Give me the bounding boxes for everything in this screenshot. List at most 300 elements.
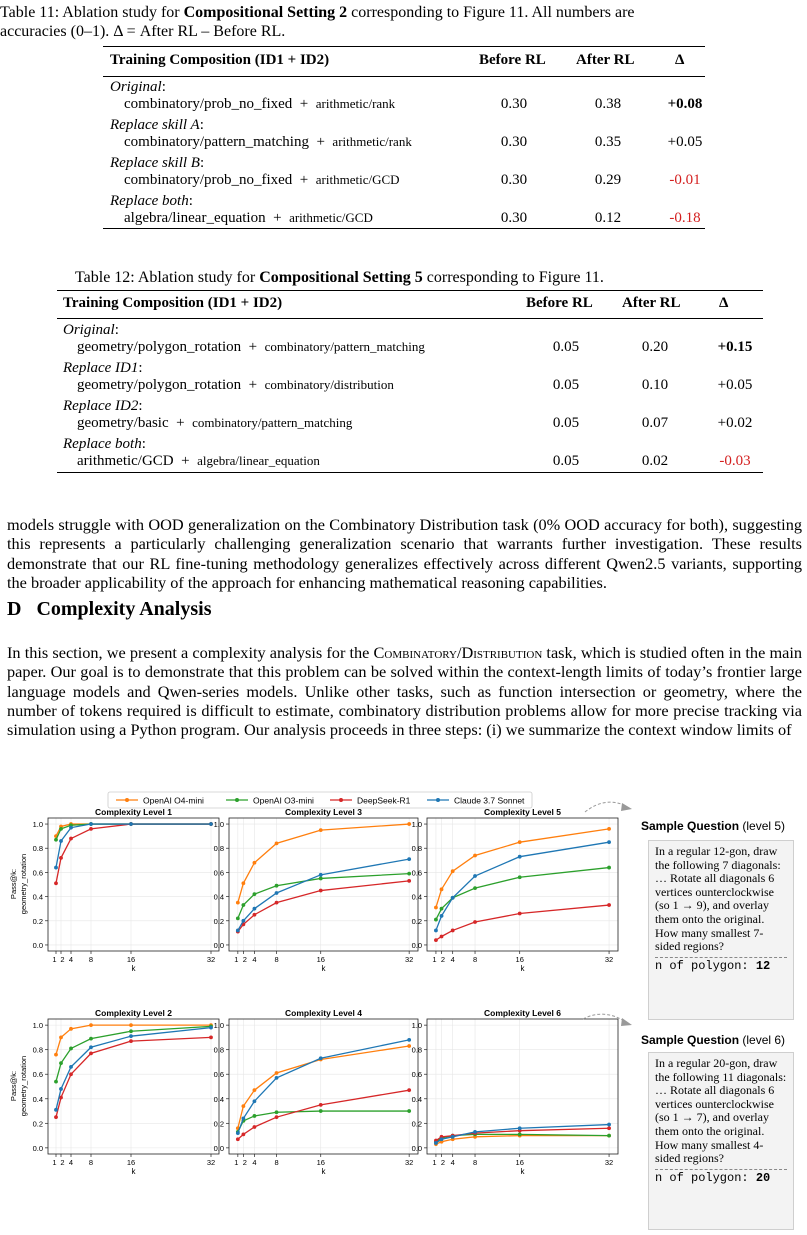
data-point (319, 877, 323, 881)
data-point (54, 866, 58, 870)
x-tick-label: 2 (242, 1158, 247, 1167)
row-group-label: Replace ID1: (63, 360, 143, 376)
x-tick-label: 8 (274, 955, 279, 964)
series-line (436, 1136, 609, 1145)
data-point (319, 1109, 323, 1113)
x-tick-label: 2 (440, 955, 446, 964)
x-tick-label: 16 (515, 1158, 524, 1167)
x-tick-label: 1 (432, 1158, 437, 1167)
data-point (607, 1134, 611, 1138)
data-point (440, 887, 444, 891)
data-point (275, 1076, 279, 1080)
y-tick-label: 1.0 (32, 1021, 43, 1031)
y-tick-label: 0.6 (411, 868, 422, 878)
row-group-label: Replace skill A: (110, 117, 204, 133)
data-point (253, 907, 257, 911)
data-point (434, 906, 438, 910)
section-title: Complexity Analysis (36, 598, 212, 620)
data-point (518, 875, 522, 879)
x-tick-label: 2 (242, 955, 247, 964)
table-row: arithmetic/GCD + algebra/linear_equation (77, 453, 320, 469)
svg-text:Pass@k:: Pass@k: (9, 868, 18, 900)
data-point (518, 912, 522, 916)
data-point (69, 1047, 73, 1051)
delta-value: +0.05 (717, 377, 753, 393)
plot-frame (427, 818, 618, 951)
polygon-count-value: 20 (755, 1170, 771, 1185)
data-point (607, 866, 611, 870)
plot-frame (427, 1019, 618, 1154)
data-point (451, 896, 455, 900)
x-tick-label: 1 (52, 955, 57, 964)
arrow-head (621, 803, 632, 811)
row-group-label: Original: (63, 322, 119, 338)
before-value: 0.30 (500, 210, 528, 226)
table-row: combinatory/prob_no_fixed + arithmetic/rank (124, 96, 396, 112)
chart-title: Complexity Level 1 (94, 807, 173, 817)
legend-label: Claude 3.7 Sonnet (454, 795, 525, 806)
series-line (436, 905, 609, 940)
table12-caption-tail: corresponding to Figure 11. (422, 269, 604, 286)
data-point (59, 827, 63, 831)
data-point (89, 827, 93, 831)
row-group-label: Original: (110, 79, 166, 95)
table12-caption-text: Table 12: Ablation study for (75, 269, 260, 286)
y-tick-label: 0.2 (411, 916, 422, 926)
data-point (275, 1071, 279, 1075)
before-value: 0.05 (552, 453, 580, 469)
data-point (253, 1125, 257, 1129)
x-tick-label: 32 (604, 1158, 614, 1167)
before-value: 0.05 (552, 415, 580, 431)
x-tick-label: 1 (432, 955, 437, 964)
paragraph-complexity-pre: In this section, we present a complexity analysis for the (7, 643, 374, 662)
data-point (236, 929, 240, 933)
x-tick-label: 16 (316, 955, 325, 964)
delta-value: +0.08 (667, 96, 703, 112)
data-point (54, 1115, 58, 1119)
after-value: 0.38 (594, 96, 622, 112)
data-point (275, 884, 279, 888)
x-tick-label: 32 (206, 955, 216, 964)
skill-b: combinatory/pattern_matching (192, 415, 353, 430)
data-point (89, 1037, 93, 1041)
svg-text:geometry_rotation: geometry_rotation (19, 1055, 28, 1117)
chart-panel (214, 807, 418, 973)
table11-header-after: After RL (576, 52, 635, 68)
row-group-label: Replace both: (110, 193, 193, 209)
sample-question-title-level5 (641, 819, 785, 833)
data-point (54, 1108, 58, 1112)
series-openai-o4-mini (434, 827, 611, 909)
table-row: geometry/polygon_rotation + combinatory/pattern_matching (77, 339, 425, 355)
sample-question-text: In a regular 12-gon, draw the following 7 diagonals: … Rotate all diagonals 6 vertices ounterclockwise (so 1 → 9), and overlay them onto the original. How many smallest 7-sided regions? (655, 844, 781, 954)
y-tick-label: 0.6 (32, 868, 43, 878)
data-point (59, 1036, 63, 1040)
data-point (54, 1080, 58, 1084)
data-point (407, 1044, 411, 1048)
series-claude-3-7-sonnet (54, 822, 213, 869)
data-point (209, 1026, 213, 1030)
skill-a: combinatory/prob_no_fixed (124, 172, 293, 188)
x-tick-label: 4 (68, 955, 74, 964)
x-tick-label: 4 (252, 1158, 257, 1167)
x-tick-label: 16 (515, 955, 524, 964)
row-group-label: Replace both: (63, 436, 146, 452)
data-point (69, 1065, 73, 1069)
series-line (238, 1040, 409, 1133)
x-tick-label: 8 (88, 1158, 94, 1167)
series-line (56, 824, 211, 868)
data-point (275, 841, 279, 845)
data-point (69, 1027, 73, 1031)
after-value: 0.20 (641, 339, 669, 355)
y-tick-label: 0.0 (411, 940, 422, 950)
data-point (434, 929, 438, 933)
x-axis-label: k (520, 964, 525, 973)
section-number: D (7, 598, 22, 620)
data-point (89, 1023, 93, 1027)
data-point (275, 1110, 279, 1114)
y-tick-label: 0.6 (411, 1070, 422, 1080)
data-point (89, 822, 93, 826)
series-line (56, 1026, 211, 1081)
series-openai-o3-mini (236, 1109, 411, 1134)
data-point (518, 840, 522, 844)
data-point (241, 1132, 245, 1136)
data-point (473, 886, 477, 890)
plot-frame (229, 818, 418, 951)
x-tick-label: 32 (206, 1158, 216, 1167)
y-tick-label: 0.2 (411, 1119, 422, 1129)
data-point (241, 1117, 245, 1121)
data-point (59, 856, 63, 860)
data-point (236, 901, 240, 905)
x-tick-label: 8 (472, 1158, 478, 1167)
data-point (129, 1034, 133, 1038)
data-point (607, 1123, 611, 1127)
series-line (56, 1028, 211, 1110)
sample-title-level: (level 5) (739, 819, 786, 833)
data-point (69, 826, 73, 830)
series-line (238, 1111, 409, 1132)
y-tick-label: 0.2 (32, 916, 43, 926)
data-point (440, 914, 444, 918)
data-point (434, 1141, 438, 1145)
paragraph-ood: models struggle with OOD generalization on the Combinatory Distribution task (0% OOD accuracy for both), suggesting this represents a particularly challenging generalization scenario that warrants further investigation. These results demonstrate that our RL fine-tuning methodology generalizes effectively across different Qwen2.5 variants, supporting the broader applicability of the approach for enhancing mathematical reasoning capabilities. (7, 515, 802, 592)
sample-question-box-level6 (648, 1052, 794, 1230)
sample-title-bold: Sample Question (641, 819, 740, 833)
plot-frame (229, 1019, 418, 1154)
y-tick-label: 0.0 (411, 1143, 422, 1153)
data-point (275, 1115, 279, 1119)
pointer-arrow-level6 (583, 1014, 626, 1022)
after-value: 0.10 (641, 377, 669, 393)
data-point (69, 1072, 73, 1076)
y-tick-label: 0.6 (213, 868, 224, 878)
skill-b: combinatory/pattern_matching (264, 339, 425, 354)
series-line (436, 829, 609, 908)
data-point (451, 869, 455, 873)
row-group-label: Replace ID2: (63, 398, 143, 414)
x-axis-label: k (321, 1167, 326, 1176)
series-claude-3-7-sonnet (434, 1123, 611, 1145)
y-tick-label: 0.4 (32, 892, 43, 902)
data-point (407, 872, 411, 876)
data-point (253, 1099, 257, 1103)
data-point (236, 916, 240, 920)
y-tick-label: 0.4 (411, 892, 422, 902)
data-point (69, 837, 73, 841)
sample-question-box-level5 (648, 840, 794, 1020)
series-line (436, 868, 609, 920)
x-tick-label: 16 (126, 955, 136, 964)
table11-caption-text: Table 11: Ablation study for (0, 4, 184, 21)
legend-label: OpenAI O4-mini (143, 795, 204, 806)
data-point (319, 873, 323, 877)
data-point (518, 1126, 522, 1130)
chart-legend (108, 792, 532, 808)
data-point (434, 918, 438, 922)
y-tick-label: 0.8 (213, 1045, 224, 1055)
y-tick-label: 0.8 (32, 844, 43, 854)
data-point (89, 1045, 93, 1049)
x-tick-label: 16 (126, 1158, 136, 1167)
data-point (434, 938, 438, 942)
after-value: 0.07 (641, 415, 669, 431)
chart-panel (214, 1008, 418, 1176)
series-line (436, 842, 609, 930)
data-point (473, 920, 477, 924)
svg-text:Pass@k:: Pass@k: (9, 1070, 18, 1102)
data-point (59, 1087, 63, 1091)
series-line (238, 874, 409, 919)
data-point (407, 1038, 411, 1042)
data-point (129, 822, 133, 826)
x-tick-label: 1 (234, 1158, 239, 1167)
data-point (319, 1056, 323, 1060)
sample-question-title-level6 (641, 1033, 785, 1047)
skill-b: combinatory/distribution (264, 377, 394, 392)
data-point (451, 1135, 455, 1139)
y-tick-label: 1.0 (411, 820, 422, 830)
data-point (241, 919, 245, 923)
table-row: geometry/polygon_rotation + combinatory/distribution (77, 377, 394, 393)
data-point (518, 855, 522, 859)
row-group-label: Replace skill B: (110, 155, 205, 171)
x-tick-label: 32 (604, 955, 614, 964)
data-point (129, 1029, 133, 1033)
y-tick-label: 0.4 (32, 1094, 43, 1104)
skill-a: geometry/polygon_rotation (77, 377, 242, 393)
series-line (56, 1037, 211, 1117)
y-tick-label: 0.2 (213, 1119, 224, 1129)
y-axis-label (9, 854, 28, 914)
series-deepseek-r1 (434, 903, 611, 942)
y-tick-label: 0.8 (32, 1045, 43, 1055)
after-value: 0.02 (641, 453, 669, 469)
table11-header-delta: Δ (675, 52, 685, 68)
y-tick-label: 0.4 (213, 892, 224, 902)
after-value: 0.35 (594, 134, 622, 150)
polygon-count: n of polygon: 12 (655, 957, 787, 974)
pointer-arrow-level5 (585, 802, 626, 812)
series-openai-o3-mini (54, 822, 213, 842)
x-tick-label: 4 (450, 955, 455, 964)
series-openai-o3-mini (236, 872, 411, 921)
data-point (209, 822, 213, 826)
x-tick-label: 8 (88, 955, 94, 964)
data-point (54, 881, 58, 885)
data-point (253, 913, 257, 917)
series-line (238, 881, 409, 932)
delta-value: +0.05 (667, 134, 703, 150)
data-point (241, 881, 245, 885)
series-deepseek-r1 (236, 879, 411, 934)
table12-header-after: After RL (622, 295, 681, 311)
polygon-count: n of polygon: 20 (655, 1169, 787, 1186)
x-tick-label: 4 (450, 1158, 455, 1167)
data-point (407, 857, 411, 861)
skill-a: arithmetic/GCD (77, 453, 174, 469)
delta-value: -0.18 (669, 210, 701, 226)
data-point (129, 1039, 133, 1043)
x-tick-label: 4 (68, 1158, 74, 1167)
data-point (236, 1137, 240, 1141)
sample-question-text: In a regular 20-gon, draw the following 11 diagonals: … Rotate all diagonals 6 vertices ounterclockwise (so 1 → 7), and overlay them onto the original. How many smallest 4-sided regions? (655, 1056, 787, 1166)
sample-title-bold: Sample Question (641, 1033, 740, 1047)
series-openai-o3-mini (54, 1024, 213, 1083)
series-deepseek-r1 (54, 822, 213, 885)
skill-a: algebra/linear_equation (124, 210, 266, 226)
chart-panel (412, 807, 618, 973)
delta-value: -0.01 (669, 172, 701, 188)
chart-title: Complexity Level 5 (483, 807, 562, 817)
table12-header-before: Before RL (526, 295, 593, 311)
data-point (473, 854, 477, 858)
data-point (253, 861, 257, 865)
data-point (59, 839, 63, 843)
data-point (54, 838, 58, 842)
x-axis-label: k (321, 964, 326, 973)
series-claude-3-7-sonnet (236, 1038, 411, 1135)
skill-a: geometry/basic (77, 415, 169, 431)
chart-panel (412, 1008, 618, 1176)
data-point (275, 891, 279, 895)
y-tick-label: 1.0 (32, 820, 43, 830)
data-point (129, 1023, 133, 1027)
x-tick-label: 2 (60, 1158, 65, 1167)
x-tick-label: 2 (440, 1158, 446, 1167)
series-deepseek-r1 (54, 1036, 213, 1120)
y-tick-label: 0.6 (32, 1070, 43, 1080)
polygon-count-value: 12 (755, 958, 771, 973)
y-tick-label: 0.0 (32, 940, 43, 950)
data-point (319, 889, 323, 893)
legend-label: OpenAI O3-mini (253, 795, 314, 806)
before-value: 0.30 (500, 96, 528, 112)
data-point (59, 1061, 63, 1065)
data-point (473, 1130, 477, 1134)
skill-b: arithmetic/rank (332, 134, 412, 149)
chart-title: Complexity Level 2 (94, 1008, 173, 1018)
data-point (440, 935, 444, 939)
table12-caption-bold: Compositional Setting 5 (259, 269, 423, 286)
data-point (440, 1137, 444, 1141)
skill-a: geometry/polygon_rotation (77, 339, 242, 355)
chart-title: Complexity Level 6 (483, 1008, 562, 1018)
x-tick-label: 2 (60, 955, 65, 964)
data-point (407, 1109, 411, 1113)
data-point (607, 840, 611, 844)
table11-caption-line2: accuracies (0–1). Δ = After RL – Before RL. (0, 23, 286, 40)
data-point (518, 1132, 522, 1136)
series-claude-3-7-sonnet (434, 840, 611, 932)
data-point (54, 1053, 58, 1057)
chart-panel (33, 807, 219, 973)
table-row: geometry/basic + combinatory/pattern_matching (77, 415, 353, 431)
skill-b: arithmetic/rank (315, 96, 396, 111)
y-tick-label: 0.0 (213, 1143, 224, 1153)
table11-caption-bold: Compositional Setting 2 (183, 4, 348, 21)
series-line (238, 859, 409, 930)
data-point (451, 929, 455, 933)
data-point (407, 822, 411, 826)
y-tick-label: 0.2 (213, 916, 224, 926)
data-point (473, 874, 477, 878)
data-point (241, 1104, 245, 1108)
table11-header-composition: Training Composition (ID1 + ID2) (110, 52, 330, 68)
data-point (253, 892, 257, 896)
before-value: 0.05 (552, 339, 580, 355)
data-point (253, 1114, 257, 1118)
y-tick-label: 1.0 (213, 820, 224, 830)
table12-header-composition: Training Composition (ID1 + ID2) (63, 295, 283, 311)
plot-frame (48, 1019, 219, 1154)
series-openai-o4-mini (236, 1044, 411, 1130)
y-tick-label: 0.0 (213, 940, 224, 950)
data-point (241, 903, 245, 907)
data-point (607, 903, 611, 907)
table-row: combinatory/prob_no_fixed + arithmetic/GCD (124, 172, 400, 188)
y-tick-label: 1.0 (411, 1021, 422, 1031)
svg-text:geometry_rotation: geometry_rotation (19, 853, 28, 915)
skill-a: combinatory/prob_no_fixed (124, 96, 293, 112)
data-point (440, 907, 444, 911)
y-tick-label: 0.8 (411, 844, 422, 854)
data-point (275, 901, 279, 905)
data-point (209, 1036, 213, 1040)
x-axis-label: k (520, 1167, 525, 1176)
arrow-head (621, 1018, 632, 1026)
x-tick-label: 32 (404, 1158, 414, 1167)
table-row: algebra/linear_equation + arithmetic/GCD (124, 210, 373, 226)
data-point (407, 1088, 411, 1092)
y-tick-label: 0.6 (213, 1070, 224, 1080)
x-tick-label: 1 (234, 955, 239, 964)
data-point (407, 879, 411, 883)
x-tick-label: 16 (316, 1158, 325, 1167)
before-value: 0.05 (552, 377, 580, 393)
y-tick-label: 0.2 (32, 1119, 43, 1129)
data-point (236, 1131, 240, 1135)
sample-title-level: (level 6) (739, 1033, 786, 1047)
table11-caption-tail: corresponding to Figure 11. All numbers are (347, 4, 635, 21)
table11-header-before: Before RL (479, 52, 546, 68)
table12-header-delta: Δ (719, 295, 729, 311)
skill-b: arithmetic/GCD (315, 172, 400, 187)
y-tick-label: 0.8 (213, 844, 224, 854)
